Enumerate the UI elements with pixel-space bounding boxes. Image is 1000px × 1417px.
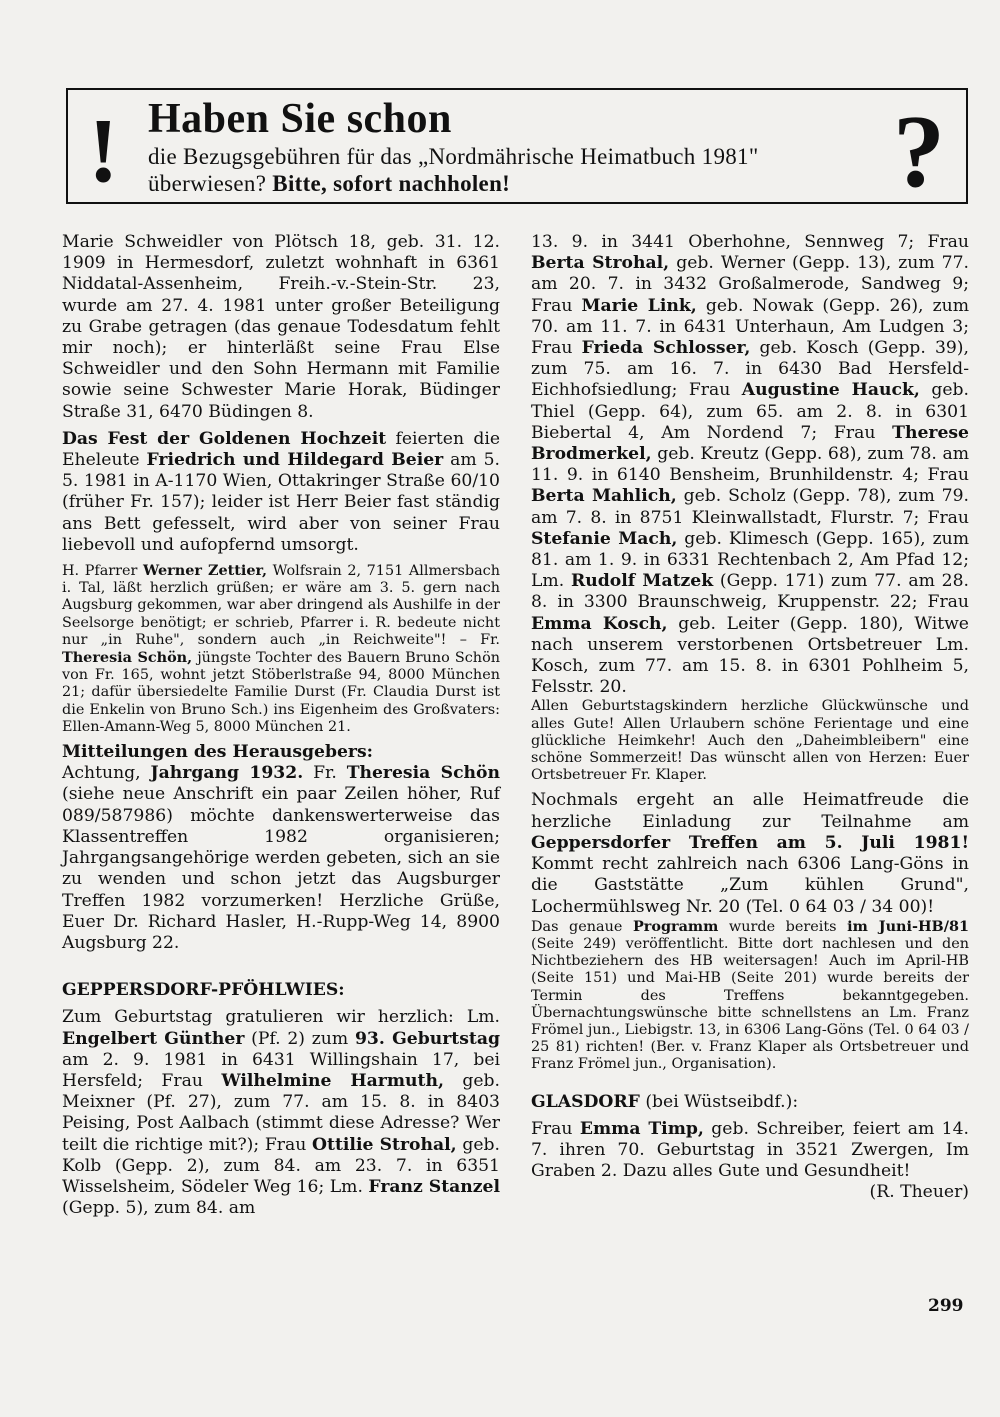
bold-text: GLASDORF	[531, 1091, 640, 1112]
bold-text: Werner Zettier,	[143, 562, 268, 580]
text: Frau	[531, 1118, 580, 1139]
bold-text: Engelbert Günther	[62, 1028, 245, 1049]
text: H. Pfarrer	[62, 563, 144, 580]
author-signature: (R. Theuer)	[869, 1182, 969, 1203]
text: Kommt recht zahlreich nach 6306 Lang-Göns in die Gaststätte „Zum kühlen Grund", Lochermühlsweg Nr. 20 (Tel. 0 64 03 / 34 00)!	[531, 854, 969, 917]
glasdorf-birthday	[531, 1118, 970, 1203]
publisher-notice	[62, 763, 500, 954]
left-column	[62, 232, 500, 1219]
text: geb. Leiter (Gepp. 180), Witwe nach unserem verstorbenen Ortsbetreuer Lm. Kosch, zum 77. am 15. 8. in 6301 Pohlheim 5, Felsstr. 20.	[531, 613, 969, 698]
section-heading-geppersdorf: GEPPERSDORF-PFÖHLWIES:	[62, 980, 345, 1001]
text: geb. Scholz (Gepp. 78), zum 79. am 7. 8. in 8751 Kleinwallstadt, Flurstr. 7; Frau	[531, 486, 969, 528]
bold-text: Stefanie Mach,	[531, 528, 678, 549]
notice-call-to-action: Bitte, sofort nachholen!	[272, 171, 511, 196]
exclamation-mark: !	[88, 99, 119, 201]
text: geb. Thiel (Gepp. 64), zum 65. am 2. 8. in 6301 Biebertal 4, Am Nordend 7; Frau	[531, 380, 970, 443]
text: feierten die Eheleute	[62, 428, 500, 471]
bold-text: Friedrich und Hildegard Beier	[146, 450, 444, 471]
text: Fr.	[303, 763, 347, 784]
birthday-list-right	[531, 232, 969, 698]
bold-text: Therese Brodmerkel,	[531, 422, 969, 465]
bold-text: im Juni-HB/81	[847, 917, 969, 935]
notice-title: Haben Sie schon	[148, 96, 452, 142]
right-column	[531, 232, 969, 1204]
notice-line-2	[148, 171, 510, 197]
birthday-list-left	[62, 1007, 500, 1219]
bold-text: Augustine Hauck,	[741, 380, 920, 401]
program-notice	[531, 918, 969, 1074]
text: Wolfsrain 2, 7151 Allmersbach i. Tal, läßt herzlich grüßen; er wäre am 3. 5. gern nach Augsburg gekommen, war aber dringend als Aushilfe in der Seelsorge benötigt; er schrieb, Pfarrer i. R. bedeute nicht nur „in Ruhe", sondern auch „in Reichweite"! – Fr.	[62, 563, 500, 648]
text: geb. Meixner (Pf. 27), zum 77. am 15. 8. in 8403 Peising, Post Aalbach (stimmt diese Adresse? Wer teilt die richtige mit?); Frau	[62, 1070, 501, 1155]
bold-text: Das Fest der Goldenen Hochzeit	[62, 428, 387, 449]
text: geb. Kreutz (Gepp. 68), zum 78. am 11. 9. in 6140 Bensheim, Brunhildenstr. 4; Frau	[531, 444, 969, 486]
section-heading-glasdorf	[531, 1092, 969, 1113]
text: (Seite 249) veröffentlicht. Bitte dort nachlesen und den Nichtbeziehern des HB weitersagen! Auch im April-HB (Seite 151) und Mai-HB (Seite 201) wurde bereits der Termin des Treffens bekanntgegeben. Übernachtungswünsche bitte schnellstens an Lm. Franz Frömel jun., Liebigstr. 13, in 6306 Lang-Göns (Tel. 0 64 03 / 25 81) richten! (Ber. v. Franz Klaper als Ortsbetreuer und Franz Frömel jun., Organisation).	[531, 935, 969, 1073]
bold-text: Marie Link,	[581, 295, 697, 316]
bold-text: Theresia Schön,	[62, 649, 193, 667]
text: jüngste Tochter des Bauern Bruno Schön von Fr. 165, wohnt jetzt Stöberlstraße 94, 8000 München 21; dafür übersiedelte Familie Durst (Fr. Claudia Durst ist die Enkelin von Bruno Sch.) ins Eigenheim des Großvaters: Ellen-Amann-Weg 5, 8000 München 21.	[62, 650, 500, 735]
text: (Pf. 2) zum	[244, 1028, 355, 1049]
text: am 2. 9. 1981 in 6431 Willingshain 17, bei Hersfeld; Frau	[62, 1049, 500, 1091]
text: (Gepp. 5), zum 84. am	[62, 1198, 256, 1219]
text: geb. Kosch (Gepp. 39), zum 75. am 16. 7. in 6430 Bad Hersfeld-Eichhofsiedlung; Frau	[531, 338, 969, 401]
meeting-invitation	[531, 790, 969, 917]
notice-line-2-text: überwiesen?	[148, 171, 273, 196]
text: 13. 9. in 3441 Oberhohne, Sennweg 7; Frau	[531, 232, 969, 252]
pastor-zettier-notice	[62, 562, 500, 736]
bold-text: Frieda Schlosser,	[581, 338, 751, 359]
bold-text: Rudolf Matzek	[570, 571, 714, 592]
bold-text: Programm	[632, 917, 719, 935]
bold-text: Berta Mahlich,	[531, 486, 677, 507]
text: (siehe neue Anschrift ein paar Zeilen höher, Ruf 089/587986) möchte dankenswerterweise das Klassentreffen 1982 organisieren; Jahrgangsangehörige werden gebeten, sich an sie zu wenden und schon jetzt das Augsburger Treffen 1982 vorzumerken! Herzliche Grüße, Euer Dr. Richard Hasler, H.-Rupp-Weg 14, 8900 Augsburg 22.	[62, 784, 500, 953]
text: am 5. 5. 1981 in A-1170 Wien, Ottakringer Straße 60/10 (früher Fr. 157); leider ist Herr Beier fast ständig ans Bett gefesselt, wird aber von seiner Frau liebevoll und aufopfernd umsorgt.	[62, 450, 501, 555]
bold-text: Emma Kosch,	[531, 613, 668, 634]
bold-text: Geppersdorfer Treffen am 5. Juli 1981!	[531, 832, 969, 853]
bold-text: Ottilie Strohal,	[312, 1134, 457, 1155]
text: (bei Wüstseibdf.):	[639, 1091, 799, 1112]
text: geb. Schreiber, feiert am 14. 7. ihren 70. Geburtstag in 3521 Zwergen, Im Graben 2. Dazu alles Gute und Gesundheit!	[531, 1118, 970, 1182]
text: Achtung,	[62, 763, 151, 784]
text: geb. Nowak (Gepp. 26), zum 70. am 11. 7. in 6431 Unterhaun, Am Ludgen 3; Frau	[531, 295, 969, 359]
bold-text: Theresia Schön	[346, 763, 500, 784]
golden-wedding-notice	[62, 429, 500, 556]
text: Zum Geburtstag gratulieren wir herzlich: Lm.	[62, 1007, 500, 1028]
text: Das genaue	[531, 918, 633, 935]
greetings-notice: Allen Geburtstagskindern herzliche Glückwünsche und alles Gute! Allen Urlaubern schöne Ferientage und eine glückliche Heimkehr! Auch den „Daheimbleibern" eine schöne Sommerzeit! Das wünscht allen von Herzen: Euer Ortsbetreuer Fr. Klaper.	[531, 698, 969, 784]
text: (Gepp. 171) zum 77. am 28. 8. in 3300 Braunschweig, Kruppenstr. 22; Frau	[531, 571, 969, 613]
bold-text: Emma Timp,	[579, 1118, 704, 1139]
question-mark: ?	[893, 94, 945, 209]
bold-text: Franz Stanzel	[368, 1176, 500, 1197]
text: geb. Kolb (Gepp. 2), zum 84. am 23. 7. in 6351 Wisselsheim, Södeler Weg 16; Lm.	[62, 1134, 501, 1197]
bold-text: Berta Strohal,	[531, 253, 670, 274]
publisher-notice-heading: Mitteilungen des Herausgebers:	[62, 742, 373, 763]
text: wurde bereits	[718, 918, 848, 935]
bold-text: Jahrgang 1932.	[150, 763, 304, 784]
text: geb. Werner (Gepp. 13), zum 77. am 20. 7. in 3432 Großalmerode, Sandweg 9; Frau	[531, 253, 969, 316]
obituary-schweidler: Marie Schweidler von Plötsch 18, geb. 31. 12. 1909 in Hermesdorf, zuletzt wohnhaft in 6361 Niddatal-Assenheim, Freih.-v.-Stein-Str. 23, wurde am 27. 4. 1981 unter großer Beteiligung zu Grabe getragen (das genaue Todesdatum fehlt mir noch); er hinterläßt seine Frau Else Schweidler und den Sohn Hermann mit Familie sowie seine Schwester Marie Horak, Büdinger Straße 31, 6470 Büdingen 8.	[62, 232, 500, 422]
page-number: 299	[928, 1296, 964, 1316]
text: Nochmals ergeht an alle Heimatfreude die herzliche Einladung zur Teilnahme am	[531, 790, 969, 832]
text: geb. Klimesch (Gepp. 165), zum 81. am 1. 9. in 6331 Rechtenbach 2, Am Pfad 12; Lm.	[531, 528, 970, 592]
bold-text: Wilhelmine Harmuth,	[221, 1070, 444, 1091]
notice-line-1: die Bezugsgebühren für das „Nordmährische Heimatbuch 1981"	[148, 144, 759, 169]
bold-text: 93. Geburtstag	[354, 1028, 500, 1049]
